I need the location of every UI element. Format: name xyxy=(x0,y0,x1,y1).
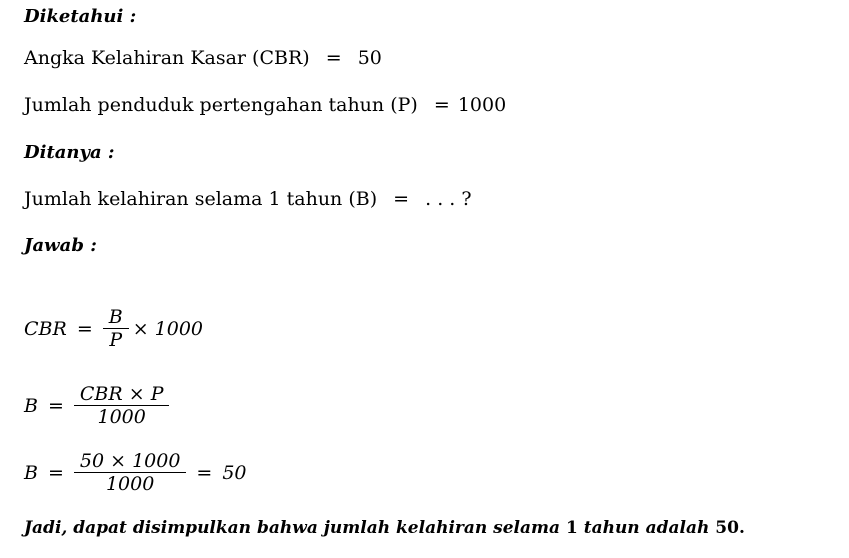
asked-value: . . . ? xyxy=(425,188,472,210)
given-cbr xyxy=(24,47,382,69)
given-cbr-value: 50 xyxy=(357,47,382,69)
formula-cbr-fraction xyxy=(103,306,129,351)
conclusion-value: 50 xyxy=(715,518,739,538)
heading-diketahui: Diketahui : xyxy=(24,6,137,27)
given-population-label: Jumlah penduduk pertengahan tahun (P) xyxy=(24,94,418,116)
formula-result-value: 50 xyxy=(222,461,247,484)
formula-result-denominator: 1000 xyxy=(105,473,155,495)
formula-b-numerator: CBR × P xyxy=(74,383,170,406)
formula-b-denominator: 1000 xyxy=(97,406,146,428)
given-population-value: 1000 xyxy=(457,94,507,116)
formula-cbr-equals: = xyxy=(76,317,93,340)
formula-b xyxy=(24,383,169,428)
formula-cbr-numerator: B xyxy=(103,306,129,329)
given-population-equals: = xyxy=(433,94,450,116)
formula-result-fraction xyxy=(74,450,187,495)
heading-jawab: Jawab : xyxy=(24,235,97,256)
given-cbr-equals: = xyxy=(325,47,342,69)
asked-label: Jumlah kelahiran selama 1 tahun (B) xyxy=(24,188,378,210)
asked-births xyxy=(24,188,472,210)
formula-cbr-lhs: CBR xyxy=(24,317,67,340)
given-cbr-label: Angka Kelahiran Kasar (CBR) xyxy=(24,47,310,69)
formula-cbr-denominator: P xyxy=(109,329,123,351)
formula-result-equals: = xyxy=(47,461,64,484)
formula-b-lhs: B xyxy=(24,394,38,417)
conclusion-period: . xyxy=(738,518,745,538)
conclusion xyxy=(24,517,745,539)
asked-equals: = xyxy=(393,188,410,210)
formula-result-equals-2: = xyxy=(196,461,213,484)
given-population xyxy=(24,94,506,116)
conclusion-years: 1 xyxy=(565,518,578,538)
heading-ditanya: Ditanya : xyxy=(24,142,115,163)
formula-cbr-times: × 1000 xyxy=(132,317,204,340)
formula-b-fraction xyxy=(74,383,170,428)
formula-b-equals: = xyxy=(47,394,64,417)
conclusion-text: Jadi, dapat disimpulkan bahwa jumlah kelahiran selama xyxy=(24,518,561,538)
formula-result-numerator: 50 × 1000 xyxy=(74,450,187,473)
formula-cbr xyxy=(24,306,203,351)
conclusion-text-2: tahun adalah xyxy=(583,518,710,538)
formula-result xyxy=(24,450,247,495)
formula-result-lhs: B xyxy=(24,461,38,484)
